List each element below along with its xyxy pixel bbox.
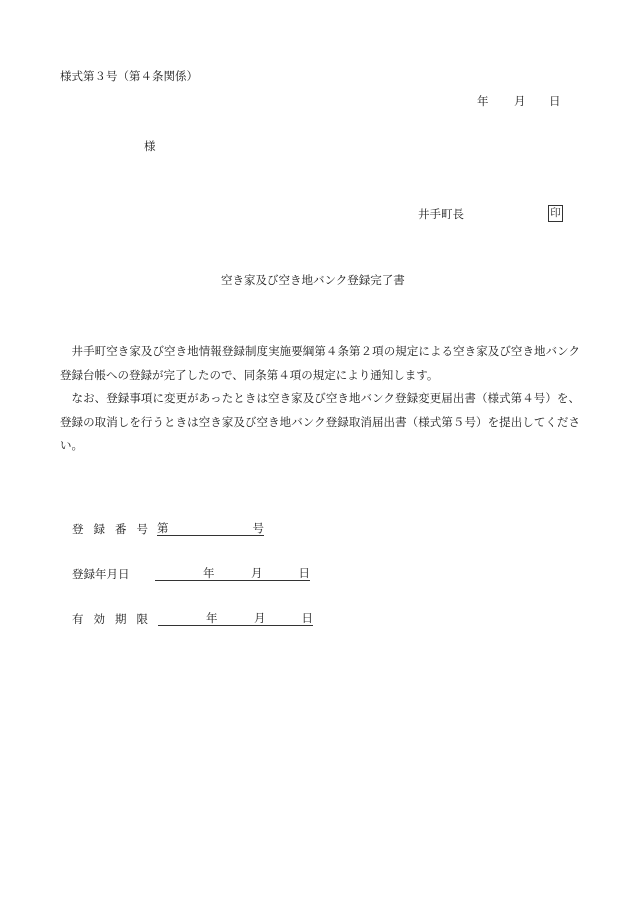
date-year-label: 年 [477, 94, 489, 108]
seal-mark: 印 [548, 205, 563, 222]
body-paragraph: なお、登録事項に変更があったときは空き家及び空き地バンク登録変更届出書（様式第４号）を、登録の取消しを行うときは空き家及び空き地バンク登録取消届出書（様式第５号）を提出してください。 [60, 391, 580, 452]
notice-body [60, 340, 580, 458]
validity-period-year: 年 [206, 611, 218, 625]
validity-period-day: 日 [301, 611, 313, 625]
document-title: 空き家及び空き地バンク登録完了書 [221, 273, 405, 287]
registration-date-month: 月 [251, 566, 263, 580]
validity-period-field [158, 611, 313, 626]
body-paragraph: 井手町空き家及び空き地情報登録制度実施要綱第４条第２項の規定による空き家及び空き地バンク登録台帳への登録が完了したので、同条第４項の規定により通知します。 [60, 344, 580, 382]
registration-number-suffix: 号 [252, 521, 264, 535]
registration-date-label: 登録年月日 [72, 567, 130, 581]
date-day-label: 日 [549, 94, 561, 108]
registration-number-prefix: 第 [157, 521, 169, 535]
form-number: 様式第３号（第４条関係） [60, 69, 198, 83]
validity-period-month: 月 [254, 611, 266, 625]
registration-number-label: 登録番号 [72, 522, 158, 536]
issuer-name: 井手町長 [418, 207, 464, 221]
registration-date-year: 年 [203, 566, 215, 580]
addressee-suffix: 様 [144, 139, 156, 153]
date-month-label: 月 [514, 94, 526, 108]
registration-date-field [155, 566, 310, 581]
registration-number-field [157, 521, 264, 536]
registration-date-day: 日 [298, 566, 310, 580]
validity-period-label: 有効期限 [72, 612, 158, 626]
